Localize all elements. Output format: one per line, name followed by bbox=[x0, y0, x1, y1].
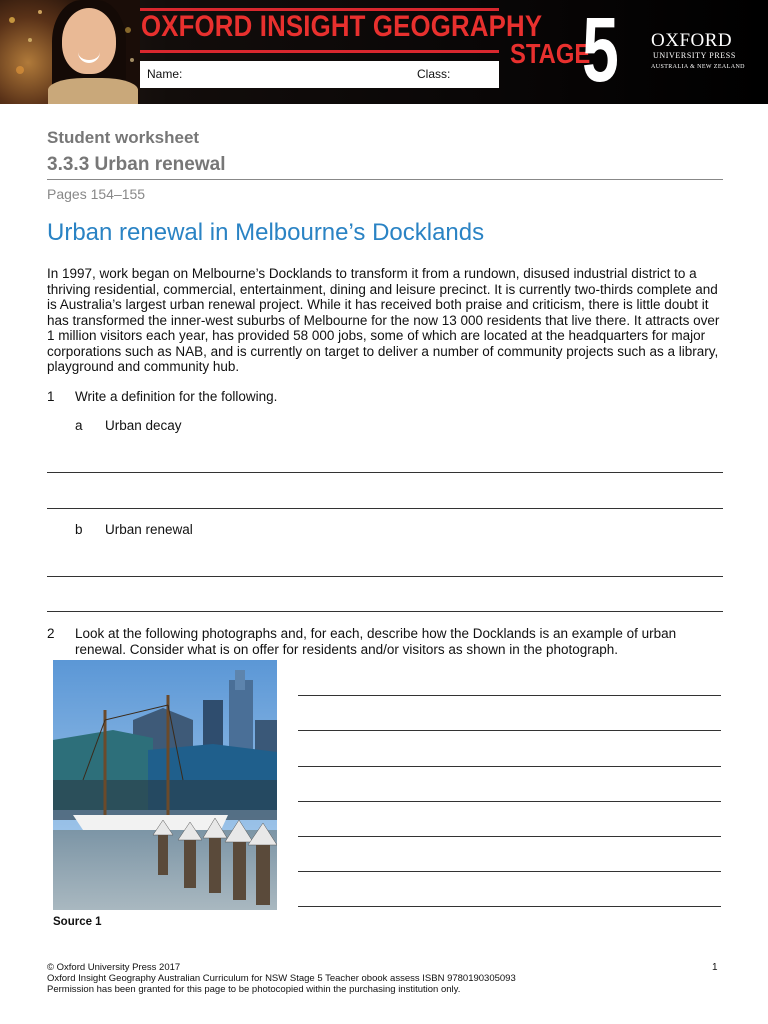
photo-caption: Source 1 bbox=[53, 916, 102, 928]
question-1a-letter: a bbox=[75, 418, 83, 433]
answer-line-2-2[interactable] bbox=[298, 730, 721, 731]
section-title: 3.3.3 Urban renewal bbox=[47, 154, 226, 175]
permission-line: Permission has been granted for this page to be photocopied within the purchasing institution only. bbox=[47, 984, 461, 995]
face-shape bbox=[62, 8, 116, 74]
page-number: 1 bbox=[712, 962, 718, 973]
answer-line-2-5[interactable] bbox=[298, 836, 721, 837]
publisher-logo: OXFORD bbox=[651, 30, 733, 51]
docklands-photo-illustration bbox=[53, 660, 277, 910]
page-reference: Pages 154–155 bbox=[47, 186, 146, 202]
question-2-number: 2 bbox=[47, 626, 55, 641]
answer-line-1b-1[interactable] bbox=[47, 576, 723, 577]
class-label: Class: bbox=[417, 67, 451, 81]
answer-line-1a-2[interactable] bbox=[47, 508, 723, 509]
answer-line-2-7[interactable] bbox=[298, 906, 721, 907]
answer-line-2-3[interactable] bbox=[298, 766, 721, 767]
question-1a-term: Urban decay bbox=[105, 418, 182, 433]
footer bbox=[47, 962, 516, 995]
section-divider bbox=[47, 179, 723, 180]
question-1b-letter: b bbox=[75, 522, 83, 537]
question-1b-term: Urban renewal bbox=[105, 522, 193, 537]
answer-line-2-6[interactable] bbox=[298, 871, 721, 872]
student-photo bbox=[0, 0, 140, 104]
question-1-number: 1 bbox=[47, 389, 55, 404]
question-1-text: Write a definition for the following. bbox=[75, 389, 278, 404]
series-title: OXFORD INSIGHT GEOGRAPHY bbox=[141, 10, 543, 43]
stage-label: STAGE bbox=[510, 38, 591, 69]
name-class-box bbox=[140, 61, 499, 88]
header-banner bbox=[0, 0, 768, 104]
page-heading: Urban renewal in Melbourne’s Docklands bbox=[47, 219, 485, 246]
publisher-subtitle: UNIVERSITY PRESS bbox=[653, 51, 736, 60]
isbn-line: Oxford Insight Geography Australian Curriculum for NSW Stage 5 Teacher obook assess ISBN 9780190305093 bbox=[47, 973, 516, 984]
banner-bottom-rule bbox=[140, 50, 499, 53]
intro-paragraph: In 1997, work began on Melbourne’s Docklands to transform it from a rundown, disused industrial district to a thriving residential, commercial, entertainment, dining and leisure precinct. It is currently two-thirds complete and is Australia’s largest urban renewal project. While it has received both praise and criticism, there is little doubt it has transformed the inner-west suburbs of Melbourne for the now 13 000 residents that live there. It attracts over 1 million visitors each year, has provided 58 000 jobs, some of which are located at the headquarters for major corporations such as NAB, and is currently on target to deliver a number of community projects such as a library, playground and community hub. bbox=[47, 266, 720, 374]
question-2-text: Look at the following photographs and, for each, describe how the Docklands is an example of urban renewal. Consider what is on offer for residents and/or visitors as shown in the photograph. bbox=[75, 626, 677, 657]
docklands-photo bbox=[53, 660, 277, 910]
stage-number: 5 bbox=[582, 0, 619, 101]
name-label: Name: bbox=[147, 67, 183, 81]
answer-line-2-4[interactable] bbox=[298, 801, 721, 802]
copyright-line: © Oxford University Press 2017 bbox=[47, 962, 181, 973]
answer-line-1b-2[interactable] bbox=[47, 611, 723, 612]
publisher-region: AUSTRALIA & NEW ZEALAND bbox=[651, 64, 745, 70]
worksheet-type: Student worksheet bbox=[47, 128, 200, 147]
shoulder-shape bbox=[48, 78, 138, 104]
answer-line-1a-1[interactable] bbox=[47, 472, 723, 473]
answer-line-2-1[interactable] bbox=[298, 695, 721, 696]
